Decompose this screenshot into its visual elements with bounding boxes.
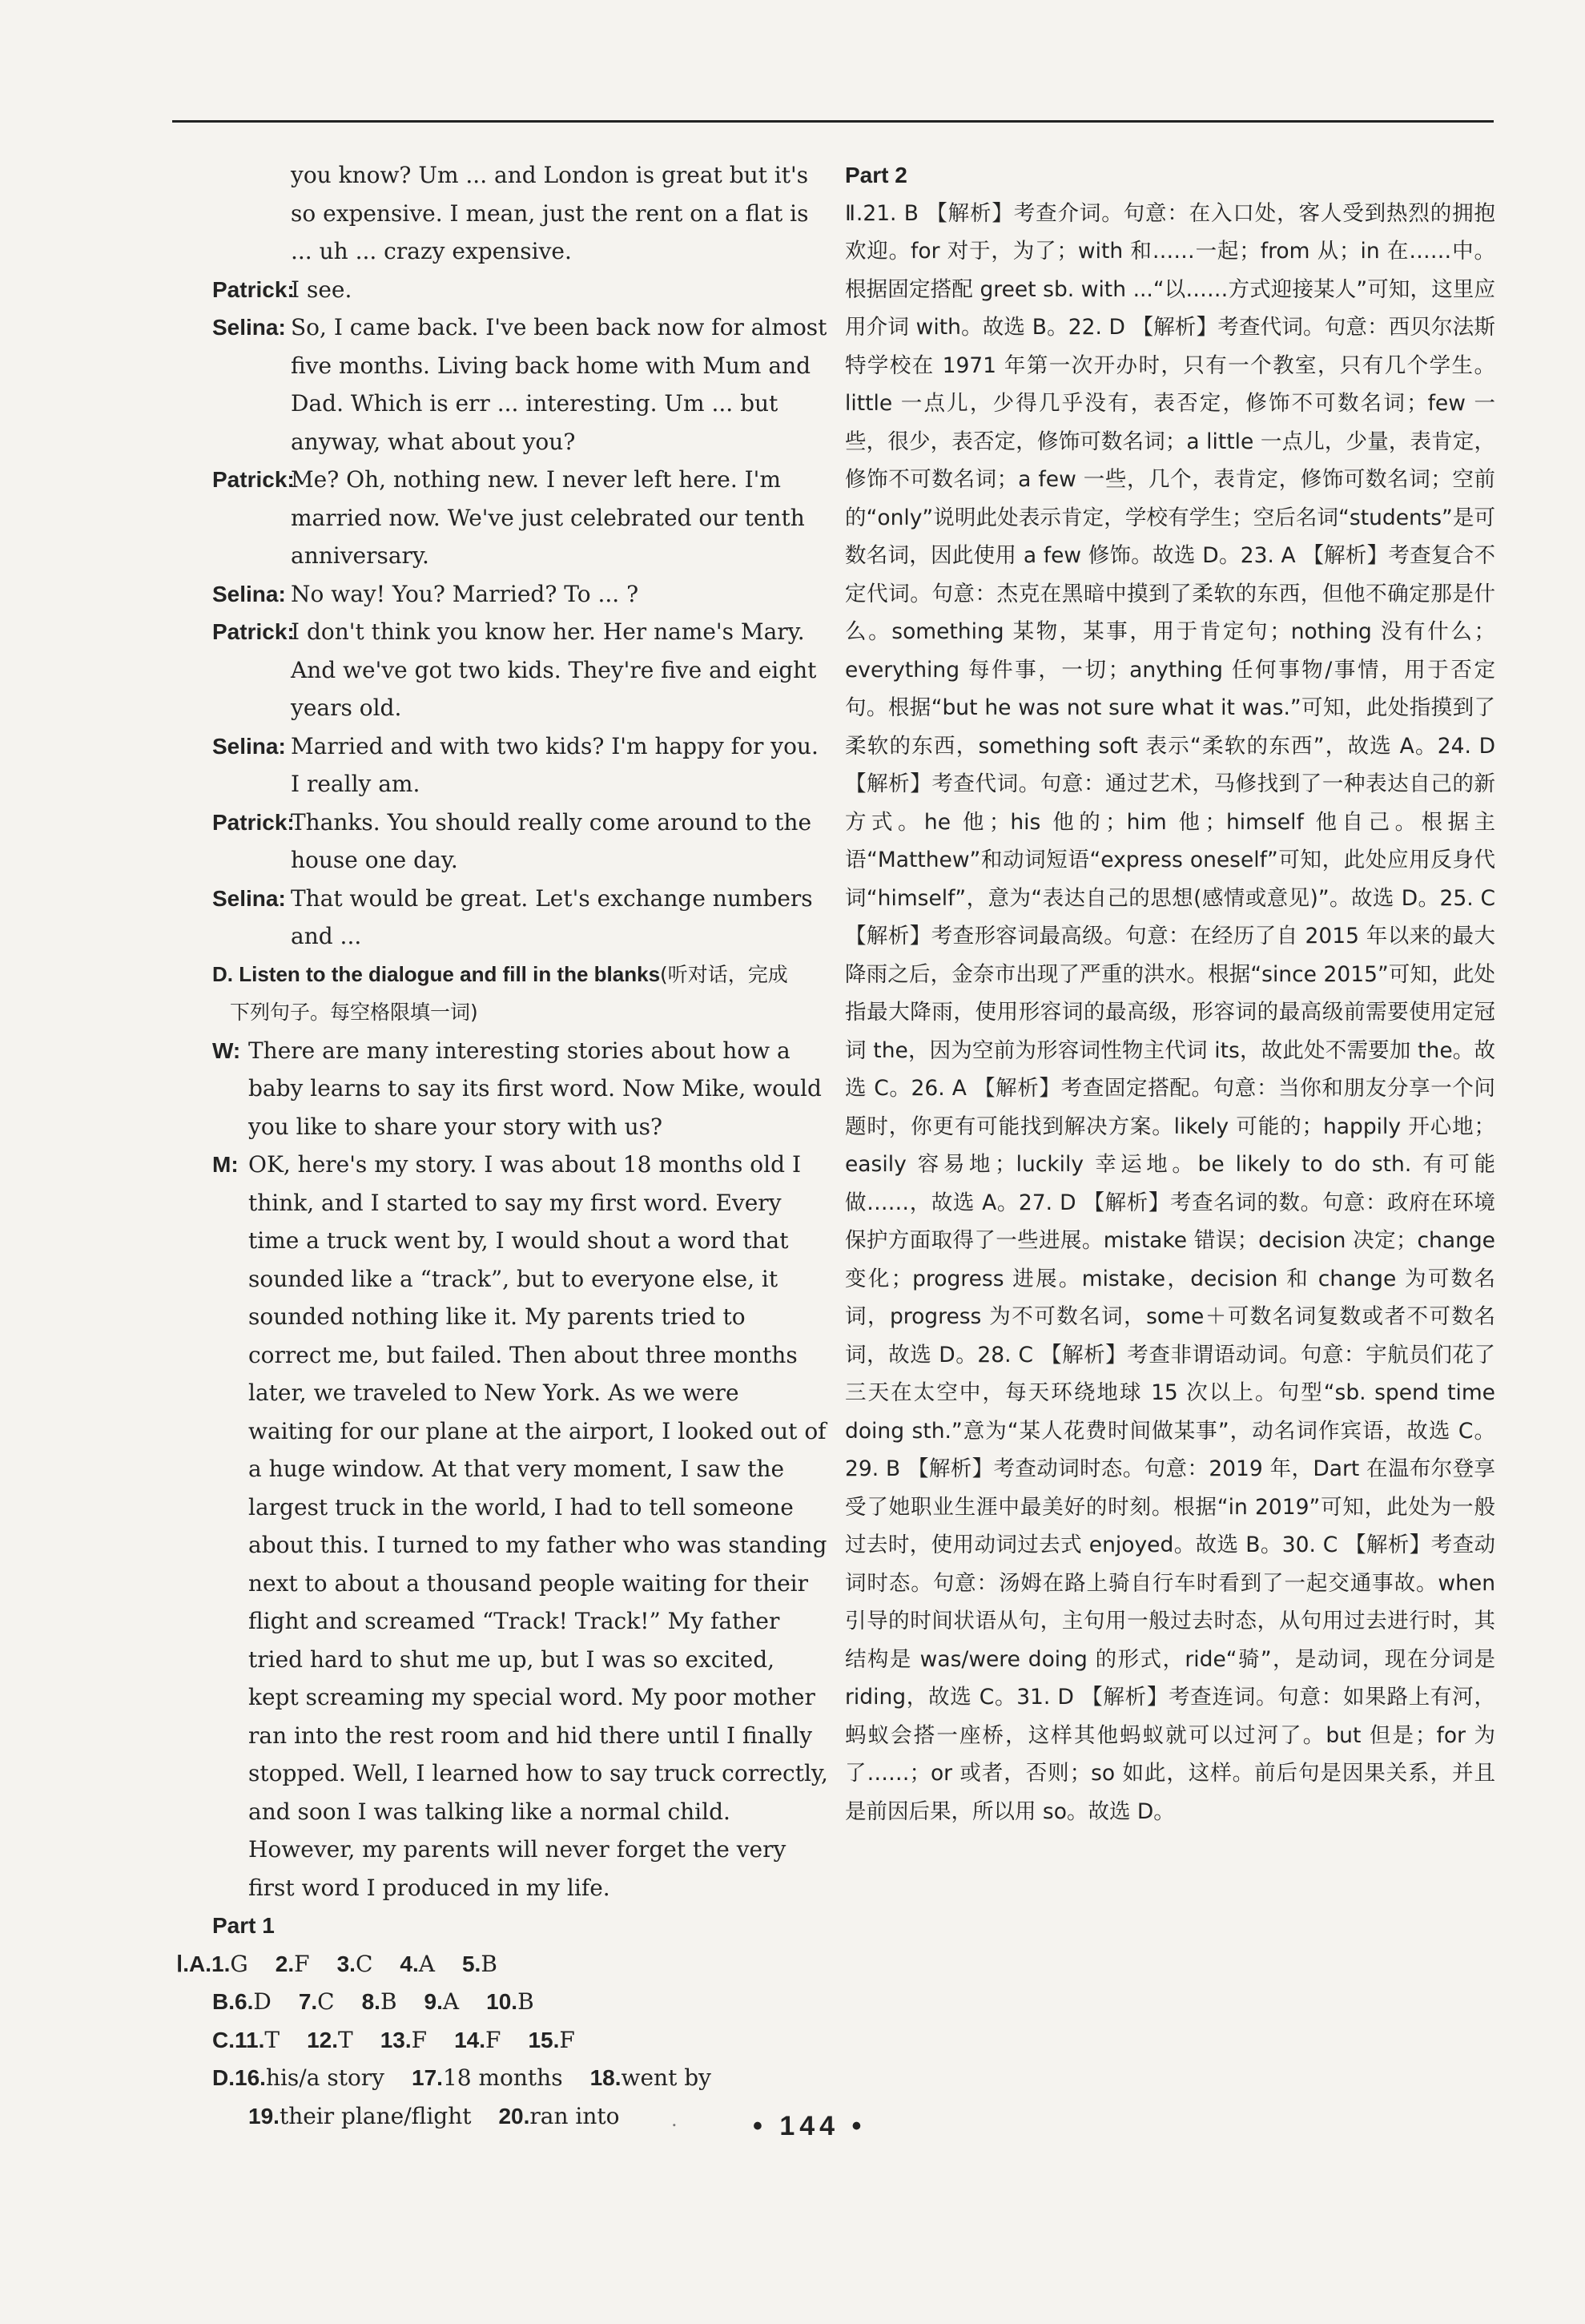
dialogue-line bbox=[212, 271, 829, 309]
answer-item bbox=[454, 2027, 501, 2053]
answer-item bbox=[307, 2027, 353, 2053]
answer-item bbox=[424, 1988, 460, 2015]
dialogue-line bbox=[212, 461, 829, 575]
answer-item bbox=[235, 1988, 272, 2015]
row-label: A. bbox=[189, 1951, 212, 1976]
answer-number: 10. bbox=[486, 1989, 518, 2014]
speaker: W: bbox=[212, 1037, 241, 1063]
dialogue-line bbox=[212, 880, 829, 956]
answer-number: 4. bbox=[400, 1951, 419, 1976]
answer-number: 13. bbox=[380, 2027, 412, 2052]
answer-value: T bbox=[264, 2026, 280, 2053]
answer-number: 18. bbox=[589, 2065, 622, 2090]
page-number: • 144 • bbox=[753, 2111, 867, 2141]
dialogue-d bbox=[212, 1032, 829, 1907]
line-text: No way! You? Married? To ... ? bbox=[291, 580, 639, 607]
answer-value: F bbox=[485, 2026, 501, 2053]
answer-item bbox=[235, 2064, 384, 2091]
answer-number: 3. bbox=[336, 1951, 356, 1976]
dialogue-line bbox=[212, 613, 829, 727]
answer-item bbox=[400, 1951, 435, 1977]
line-text: OK, here's my story. I was about 18 months old I think, and I started to say my first word. Every time a truck went by, I would shout a word that sounded like a “track”, but to everyone else, it sounded nothing like it. My parents tried to correct me, but failed. Then about three months later, we traveled to New York. As we were waiting for our plane at the airport, I looked out of a huge window. At that very moment, I saw the largest truck in the world, I had to tell someone about this. I turned to my father who was standing next to about a thousand people waiting for their flight and screamed “Track! Track!” My father tried hard to shut me up, but I was so excited, kept screaming my special word. My poor mother ran into the rest room and hid there until I finally stopped. Well, I learned how to say truck correctly, and soon I was talking like a normal child. However, my parents will never forget the very first word I produced in my life. bbox=[248, 1151, 828, 1901]
row-label: D. bbox=[212, 2065, 235, 2090]
part1-title: Part 1 bbox=[212, 1913, 275, 1938]
answer-number: 2. bbox=[275, 1951, 295, 1976]
dialogue-line bbox=[212, 575, 829, 614]
answer-number: 15. bbox=[528, 2027, 560, 2052]
dialogue-line bbox=[212, 727, 829, 804]
answer-number: 1. bbox=[211, 1951, 231, 1976]
answer-number: 20. bbox=[498, 2103, 530, 2129]
answer-number: 5. bbox=[461, 1951, 481, 1976]
answer-row-a bbox=[176, 1945, 829, 1984]
answer-value: T bbox=[338, 2026, 353, 2053]
answer-item bbox=[486, 1988, 534, 2015]
section-d-hint: (听对话，完成 bbox=[660, 962, 788, 986]
line-text: I see. bbox=[291, 276, 352, 303]
line-text: you know? Um ... and London is great but it's so expensive. I mean, just the rent on a flat is ... uh ... crazy expensive. bbox=[291, 162, 809, 264]
speaker: Selina: bbox=[212, 581, 286, 606]
answer-number: 11. bbox=[235, 2027, 265, 2052]
answer-value: F bbox=[559, 2026, 575, 2053]
answer-number: 9. bbox=[424, 1989, 443, 2014]
answer-value: C bbox=[317, 1988, 335, 2015]
answer-row-d bbox=[176, 2059, 829, 2097]
answer-value: A bbox=[418, 1950, 435, 1977]
answer-row-b bbox=[176, 1983, 829, 2021]
answer-value: his/a story bbox=[265, 2064, 385, 2091]
answer-item bbox=[337, 1951, 373, 1977]
row-label: C. bbox=[212, 2027, 235, 2052]
answer-value: B bbox=[517, 1988, 534, 2015]
part2-title: Part 2 bbox=[845, 163, 907, 187]
answer-item bbox=[498, 2103, 619, 2129]
dialogue-line bbox=[212, 1146, 829, 1907]
part2-explanation: Ⅱ.21. B 【解析】考查介词。句意：在入口处，客人受到热烈的拥抱欢迎。for 对于，为了；with 和……一起；from 从；in 在……中。根据固定搭配 greet sb. with ...“以……方式迎接某人”可知，这里应用介词 with。故选 B。22. D 【解析】考查代词。句意：西贝尔法斯特学校在 1971 年第一次开办时，只有一个教室，只有几个学生。little 一点儿，少得几乎没有，表否定，修饰不可数名词；few 一些，很少，表否定，修饰可数名词；a little 一点儿，少量，表肯定，修饰不可数名词；a few 一些，几个，表肯定，修饰可数名词；空前的“only”说明此处表示肯定，学校有学生；空后名词“students”是可数名词，因此使用 a few 修饰。故选 D。23. A 【解析】考查复合不定代词。句意：杰克在黑暗中摸到了柔软的东西，但他不确定那是什么。something 某物，某事，用于肯定句；nothing 没有什么；everything 每件事，一切；anything 任何事物/事情，用于否定句。根据“but he was not sure what it was.”可知，此处指摸到了柔软的东西，something soft 表示“柔软的东西”，故选 A。24. D 【解析】考查代词。句意：通过艺术，马修找到了一种表达自己的新方式。he 他；his 他的；him 他；himself 他自己。根据主语“Matthew”和动词短语“express oneself”可知，此处应用反身代词“himself”，意为“表达自己的思想(感情或意见)”。故选 D。25. C 【解析】考查形容词最高级。句意：在经历了自 2015 年以来的最大降雨之后，金奈市出现了严重的洪水。根据“since 2015”可知，此处指最大降雨，使用形容词的最高级，形容词的最高级前需要使用定冠词 the，因为空前为形容词性物主代词 its，故此处不需要加 the。故选 C。26. A 【解析】考查固定搭配。句意：当你和朋友分享一个问题时，你更有可能找到解决方案。likely 可能的；happily 开心地；easily 容易地；luckily 幸运地。be likely to do sth. 有可能做……，故选 A。27. D 【解析】考查名词的数。句意：政府在环境保护方面取得了一些进展。mistake 错误；decision 决定；change 变化；progress 进展。mistake，decision 和 change 为可数名词，progress 为不可数名词，some＋可数名词复数或者不可数名词，故选 D。28. C 【解析】考查非谓语动词。句意：宇航员们花了三天在太空中，每天环绕地球 15 次以上。句型“sb. spend time doing sth.”意为“某人花费时间做某事”，动名词作宾语，故选 C。29. B 【解析】考查动词时态。句意：2019 年，Dart 在温布尔登享受了她职业生涯中最美好的时刻。根据“in 2019”可知，此处为一般过去时，使用动词过去式 enjoyed。故选 B。30. C 【解析】考查动词时态。句意：汤姆在路上骑自行车时看到了一起交通事故。when 引导的时间状语从句，主句用一般过去时态，从句用过去进行时，其结构是 was/were doing 的形式，ride“骑”，是动词，现在分词是 riding，故选 C。31. D 【解析】考查连词。句意：如果路上有河，蚂蚁会搭一座桥，这样其他蚂蚁就可以过河了。but 但是；for 为了……；or 或者，否则；so 如此，这样。前后句是因果关系，并且是前因后果，所以用 so。故选 D。 bbox=[845, 200, 1495, 1824]
answer-item bbox=[412, 2064, 563, 2091]
line-text: So, I came back. I've been back now for almost five months. Living back home with Mum and Dad. Which is err ... interesting. Um ... but anyway, what about you? bbox=[291, 314, 827, 455]
line-text: I don't think you know her. Her name's Mary. And we've got two kids. They're five and eight years old. bbox=[291, 618, 817, 721]
answer-value: 18 months bbox=[442, 2064, 563, 2091]
answer-value: C bbox=[355, 1950, 373, 1977]
right-column bbox=[845, 156, 1495, 1831]
answer-item bbox=[299, 1988, 335, 2015]
dialogue-line bbox=[212, 308, 829, 461]
section-d-heading bbox=[212, 956, 829, 994]
answer-number: 17. bbox=[412, 2065, 443, 2090]
line-text: Married and with two kids? I'm happy for you. I really am. bbox=[291, 732, 819, 797]
answer-item bbox=[590, 2064, 711, 2091]
answer-number: 7. bbox=[298, 1989, 318, 2014]
section-d-hint-cont: 下列句子。每空格限填一词) bbox=[230, 1001, 478, 1024]
answer-number: 14. bbox=[454, 2027, 486, 2052]
answer-value: went by bbox=[621, 2064, 711, 2091]
dialogue-line bbox=[212, 1032, 829, 1146]
speaker: Selina: bbox=[212, 733, 286, 759]
answer-number: 8. bbox=[361, 1989, 380, 2014]
answer-value: D bbox=[253, 1988, 272, 2015]
speaker: Patrick: bbox=[212, 467, 295, 492]
speaker: M: bbox=[212, 1152, 239, 1177]
line-text: Thanks. You should really come around to the house one day. bbox=[291, 808, 812, 873]
answer-number: 16. bbox=[235, 2065, 266, 2090]
scan-dot: . bbox=[671, 2109, 678, 2131]
answer-value: F bbox=[294, 1950, 310, 1977]
answer-item bbox=[248, 2103, 471, 2129]
answer-row-c bbox=[176, 2021, 829, 2060]
speaker: Patrick: bbox=[212, 809, 295, 835]
answer-value: B bbox=[380, 1988, 397, 2015]
answer-item bbox=[528, 2027, 574, 2053]
row-label: B. bbox=[212, 1989, 235, 2014]
dialogue-line bbox=[212, 804, 829, 880]
top-rule bbox=[172, 120, 1494, 123]
answer-value: ran into bbox=[529, 2102, 620, 2129]
answer-value: their plane/flight bbox=[279, 2102, 472, 2129]
left-column bbox=[176, 156, 829, 2135]
section-d-title: D. Listen to the dialogue and fill in the blanks bbox=[212, 961, 661, 986]
roman-numeral: Ⅰ. bbox=[176, 1951, 190, 1976]
speaker: Selina: bbox=[212, 885, 286, 911]
answer-item bbox=[276, 1951, 310, 1977]
answer-number: 19. bbox=[248, 2103, 280, 2129]
answer-number: 6. bbox=[235, 1989, 254, 2014]
answer-item bbox=[462, 1951, 497, 1977]
answer-number: 12. bbox=[307, 2027, 339, 2052]
answer-item bbox=[362, 1988, 397, 2015]
speaker: Patrick: bbox=[212, 276, 295, 302]
answer-value: B bbox=[481, 1950, 497, 1977]
answer-value: A bbox=[442, 1988, 460, 2015]
answer-row-d-cont bbox=[176, 2097, 829, 2136]
line-text: Me? Oh, nothing new. I never left here. I'm married now. We've just celebrated our tenth anniversary. bbox=[291, 466, 805, 569]
speaker: Patrick: bbox=[212, 619, 295, 644]
line-text: That would be great. Let's exchange numbers and ... bbox=[291, 884, 813, 949]
answer-item bbox=[235, 2027, 280, 2053]
answer-value: F bbox=[411, 2026, 428, 2053]
answer-value: G bbox=[230, 1950, 248, 1977]
line-text: There are many interesting stories about how a baby learns to say its first word. Now Mike, would you like to share your story with us? bbox=[248, 1037, 822, 1140]
answer-item bbox=[380, 2027, 427, 2053]
answer-item bbox=[211, 1951, 248, 1977]
speaker: Selina: bbox=[212, 315, 286, 340]
answer-key bbox=[176, 1945, 829, 2136]
dialogue-line bbox=[212, 156, 829, 271]
dialogue-c bbox=[212, 156, 829, 956]
